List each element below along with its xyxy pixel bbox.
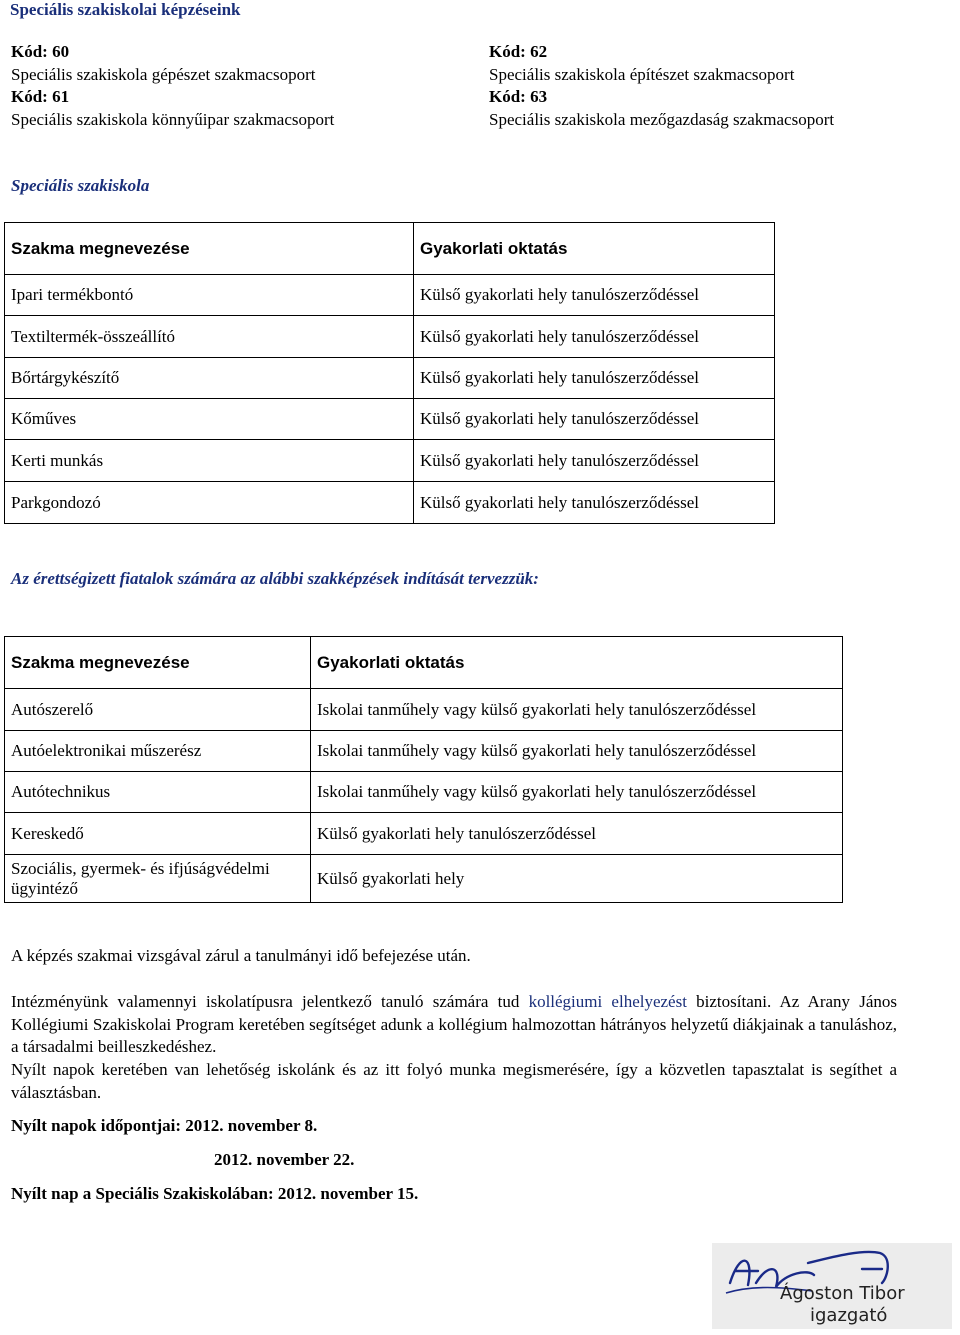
profession-cell: Kőműves — [5, 399, 414, 440]
practice-cell: Külső gyakorlati hely tanulószerződéssel — [414, 275, 775, 316]
code-label: Kód: 63 — [489, 87, 548, 106]
practice-cell: Külső gyakorlati hely tanulószerződéssel — [414, 482, 775, 524]
practice-cell: Külső gyakorlati hely tanulószerződéssel — [414, 440, 775, 482]
exam-note: A képzés szakmai vizsgával zárul a tanulmányi idő befejezése után. — [11, 946, 471, 965]
table-special-school — [4, 222, 775, 524]
practice-cell: Külső gyakorlati hely tanulószerződéssel — [311, 813, 843, 855]
col-header-profession: Szakma megnevezése — [5, 637, 311, 689]
col-header-practice: Gyakorlati oktatás — [311, 637, 843, 689]
dorm-text-pre: Intézményünk valamennyi iskolatípusra jelentkező tanuló számára tud — [11, 992, 520, 1011]
profession-cell: Bőrtárgykészítő — [5, 358, 414, 399]
code-name: Speciális szakiskola mezőgazdaság szakmacsoport — [489, 109, 835, 129]
open-days-date-2: 2012. november 22. — [214, 1150, 355, 1169]
profession-cell: Szociális, gyermek- és ifjúságvédelmi ügyintéző — [5, 855, 311, 903]
open-days-paragraph: Nyílt napok keretében van lehetőség iskolánk és az itt folyó munka megismerésére, így a közvetlen tapasztalat is segíthet a választásban. — [11, 1060, 897, 1102]
code-name: Speciális szakiskola gépészet szakmacsoport — [11, 64, 316, 84]
code-label: Kód: 60 — [11, 42, 70, 61]
table-row — [5, 689, 843, 731]
code-name: Speciális szakiskola építészet szakmacsoport — [489, 64, 795, 84]
profession-cell: Kereskedő — [5, 813, 311, 855]
profession-cell: Kerti munkás — [5, 440, 414, 482]
profession-cell: Autószerelő — [5, 689, 311, 731]
code-label: Kód: 62 — [489, 42, 548, 61]
profession-cell: Textiltermék-összeállító — [5, 316, 414, 358]
table-row — [5, 316, 775, 358]
dormitory-link[interactable]: kollégiumi elhelyezést — [528, 992, 687, 1011]
table-row — [5, 813, 843, 855]
practice-cell: Iskolai tanműhely vagy külső gyakorlati hely tanulószerződéssel — [311, 731, 843, 772]
signature-title: igazgató — [810, 1305, 888, 1326]
dormitory-paragraph — [11, 991, 897, 1059]
practice-cell: Külső gyakorlati hely — [311, 855, 843, 903]
special-open-day: Nyílt nap a Speciális Szakiskolában: 2012. november 15. — [11, 1184, 419, 1203]
table-row — [5, 855, 843, 903]
codes-left — [11, 41, 481, 131]
profession-cell: Autótechnikus — [5, 772, 311, 813]
practice-cell: Iskolai tanműhely vagy külső gyakorlati hely tanulószerződéssel — [311, 689, 843, 731]
table1-title: Speciális szakiskola — [11, 176, 150, 195]
table-row — [5, 482, 775, 524]
table-graduates — [4, 636, 843, 903]
table-row — [5, 358, 775, 399]
col-header-profession: Szakma megnevezése — [5, 223, 414, 275]
code-label: Kód: 61 — [11, 87, 70, 106]
profession-cell: Ipari termékbontó — [5, 275, 414, 316]
signature-stamp — [712, 1243, 952, 1329]
col-header-practice: Gyakorlati oktatás — [414, 223, 775, 275]
signature-name: Ágoston Tibor — [780, 1283, 905, 1304]
open-days-dates: Nyílt napok időpontjai: 2012. november 8. — [11, 1116, 318, 1135]
practice-cell: Külső gyakorlati hely tanulószerződéssel — [414, 358, 775, 399]
dorm-text-post: biztosítani. Az Arany János Kollégiumi Szakiskolai Program keretében segítséget adunk a kollégium halmozottan hátrányos helyzetű diákjainak a tanuláshoz, a társadalmi beilleszkedéshez. — [11, 992, 898, 1056]
profession-cell: Parkgondozó — [5, 482, 414, 524]
table-row — [5, 275, 775, 316]
table2-title: Az érettségizett fiatalok számára az alábbi szakképzések indítását tervezzük: — [11, 569, 539, 588]
codes-right — [489, 41, 949, 131]
table-row — [5, 731, 843, 772]
code-name: Speciális szakiskola könnyűipar szakmacsoport — [11, 109, 335, 129]
practice-cell: Külső gyakorlati hely tanulószerződéssel — [414, 316, 775, 358]
table-row — [5, 440, 775, 482]
practice-cell: Iskolai tanműhely vagy külső gyakorlati hely tanulószerződéssel — [311, 772, 843, 813]
practice-cell: Külső gyakorlati hely tanulószerződéssel — [414, 399, 775, 440]
table-row — [5, 399, 775, 440]
profession-cell: Autóelektronikai műszerész — [5, 731, 311, 772]
page-heading: Speciális szakiskolai képzéseink — [10, 0, 241, 19]
table-row — [5, 772, 843, 813]
